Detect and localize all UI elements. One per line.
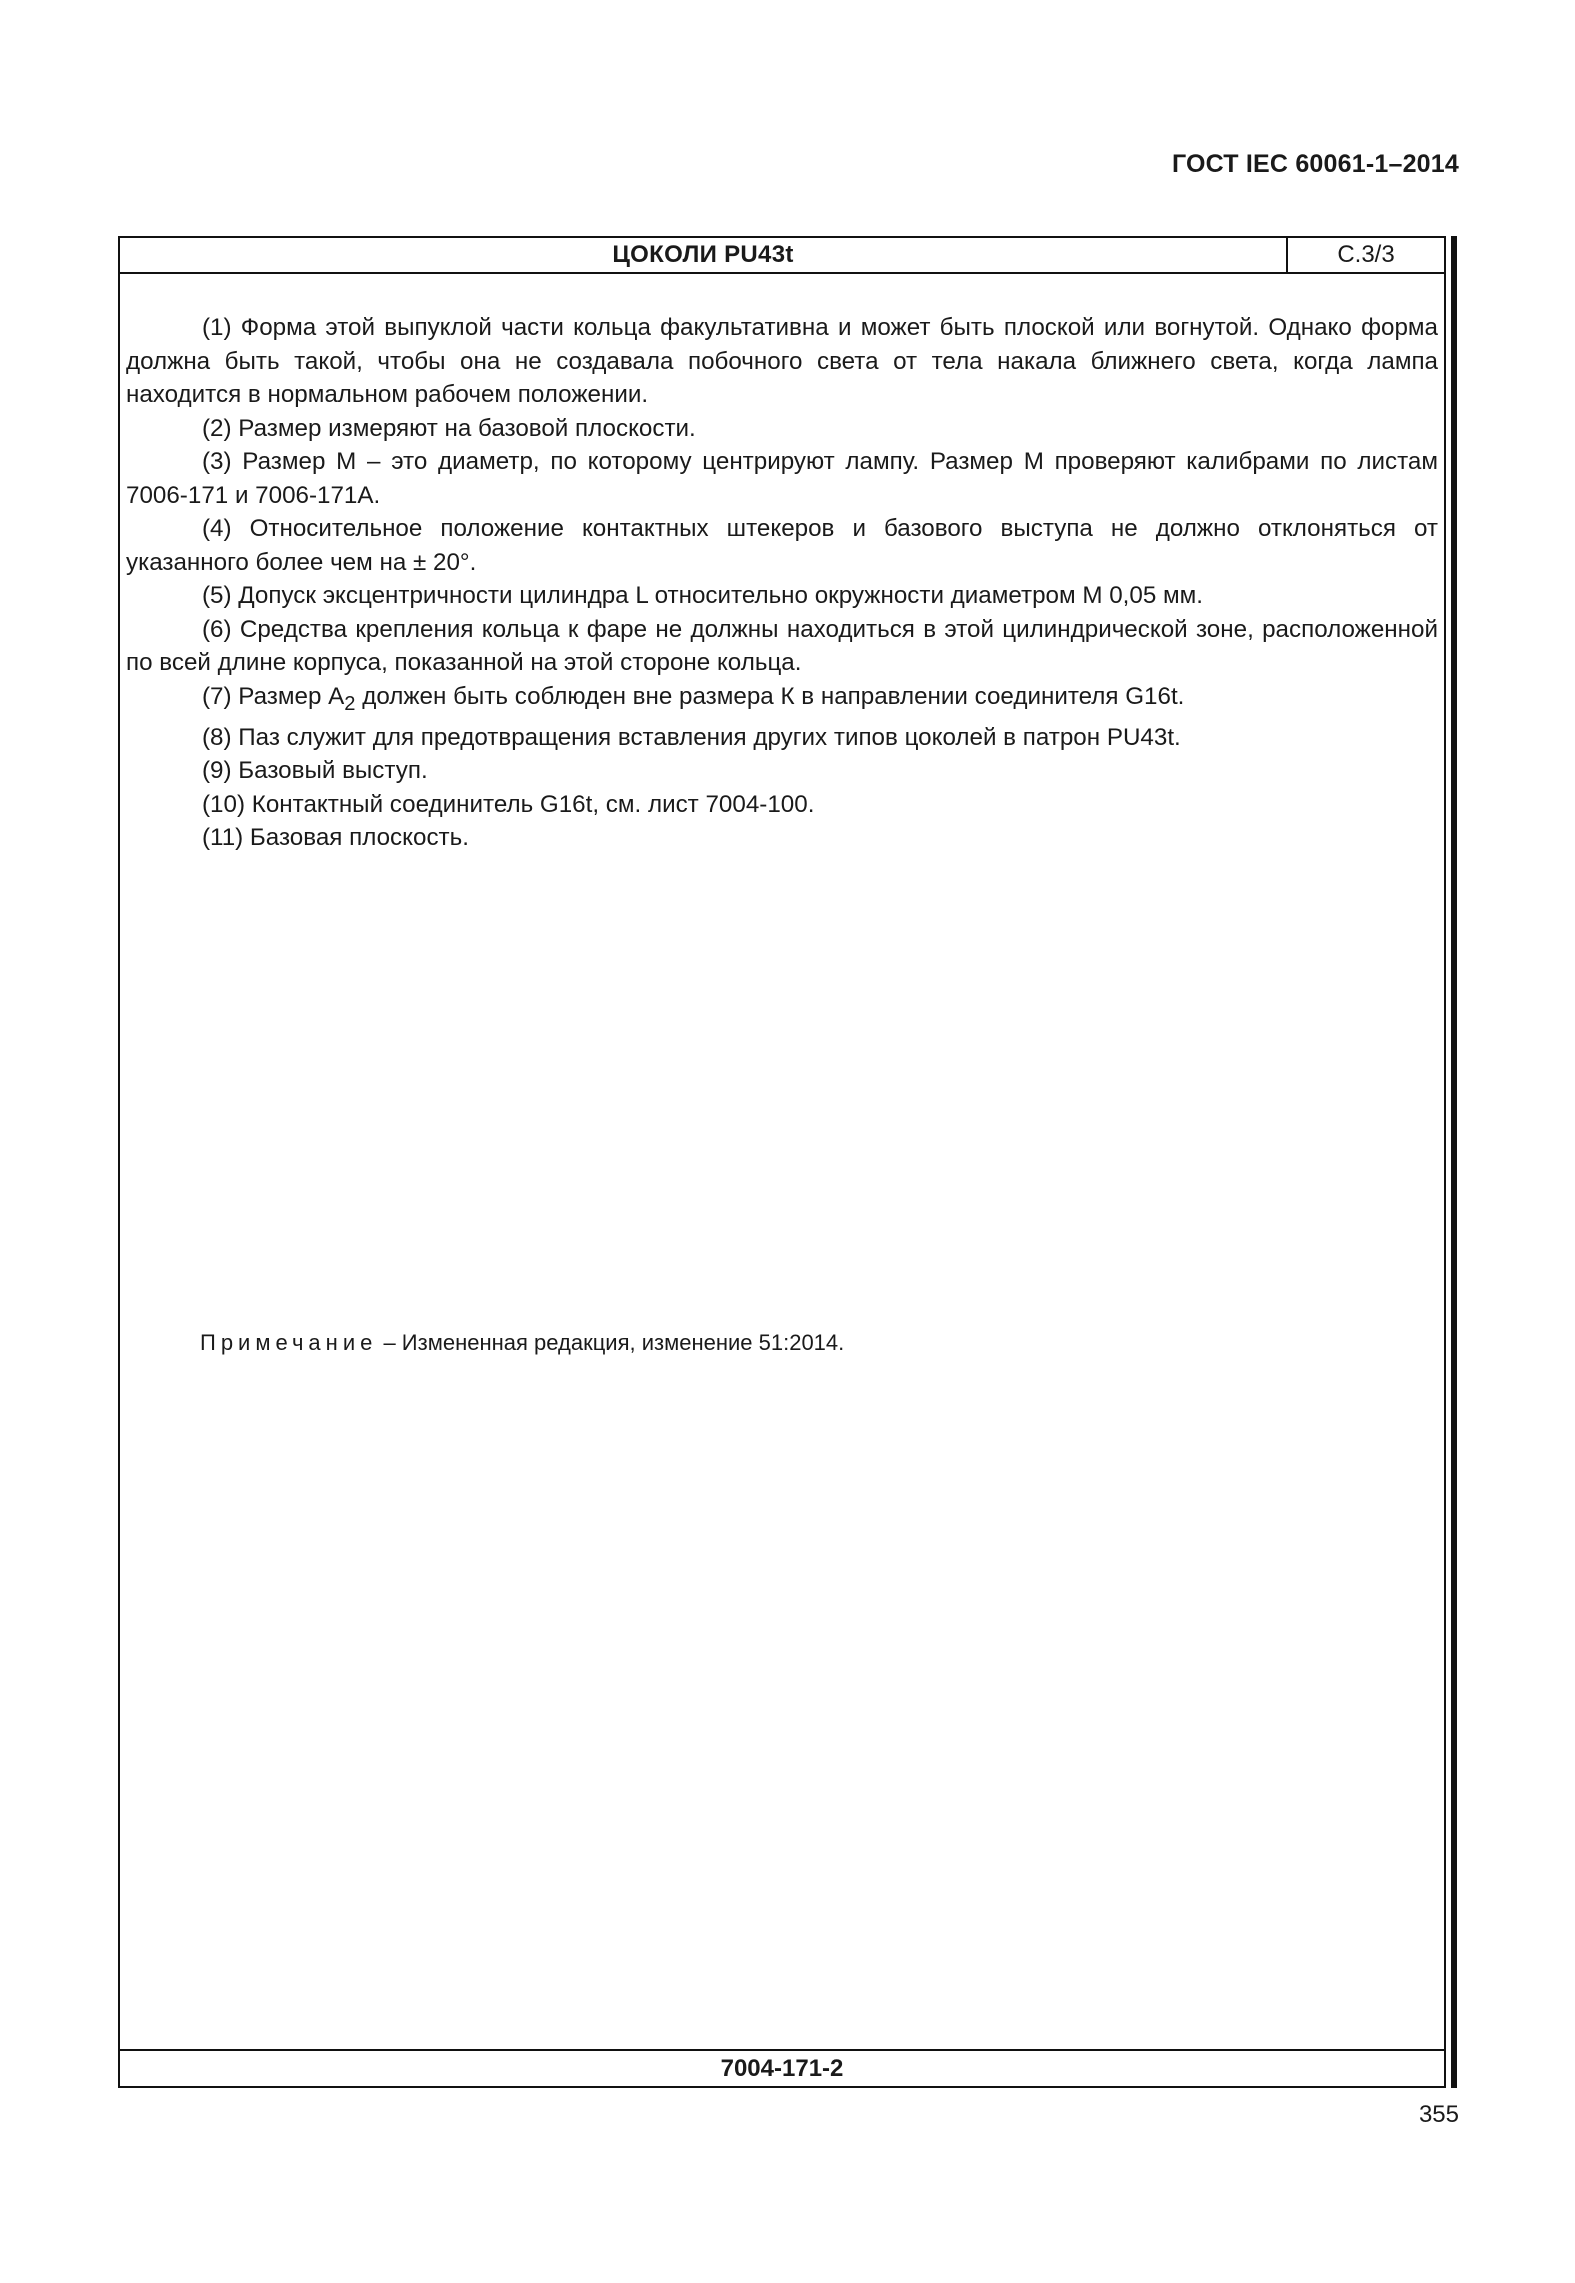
note-8: (8) Паз служит для предотвращения вставления других типов цоколей в патрон PU43t. <box>202 723 1181 751</box>
sheet-number: С.3/3 <box>1286 238 1444 272</box>
standard-sheet-frame <box>118 236 1446 2088</box>
remark <box>200 1328 844 1358</box>
note-4: (4) Относительное положение контактных штекеров и базового выступа не должно отклоняться от указанного более чем на ± 20°. <box>126 515 1438 576</box>
note-1: (1) Форма этой выпуклой части кольца факультативна и может быть плоской или вогнутой. Однако форма должна быть такой, чтобы она не создавала побочного света от тела накала ближнего света, когда лампа находится в нормальном рабочем положении. <box>126 314 1438 408</box>
remark-text: – Измененная редакция, изменение 51:2014. <box>377 1330 845 1355</box>
frame-right-border <box>1451 236 1457 2088</box>
remark-prefix: Примечание <box>200 1330 378 1355</box>
note-5: (5) Допуск эксцентричности цилиндра L относительно окружности диаметром М 0,05 мм. <box>202 582 1204 609</box>
note-7-subscript: 2 <box>344 692 356 715</box>
note-7 <box>126 680 1438 721</box>
page-number: 355 <box>1418 2101 1459 2128</box>
sheet-footer: 7004-171-2 <box>120 2049 1444 2086</box>
note-2: (2) Размер измеряют на базовой плоскости. <box>202 414 696 442</box>
sheet-title: ЦОКОЛИ PU43t <box>612 241 794 268</box>
note-6: (6) Средства крепления кольца к фаре не должны находиться в этой цилиндрической зоне, расположенной по всей длине корпуса, показанной на этой стороне кольца. <box>126 615 1438 676</box>
note-10: (10) Контактный соединитель G16t, см. лист 7004-100. <box>202 790 815 818</box>
note-11: (11) Базовая плоскость. <box>202 824 469 852</box>
note-9: (9) Базовый выступ. <box>202 757 428 785</box>
note-7-after: должен быть соблюден вне размера К в направлении соединителя G16t. <box>355 682 1185 710</box>
notes-list <box>126 311 1438 855</box>
note-7-before: (7) Размер А <box>202 682 345 710</box>
sheet-header-row <box>120 238 1444 274</box>
note-3: (3) Размер М – это диаметр, по которому центрируют лампу. Размер М проверяют калибрами по листам 7006-171 и 7006-171А. <box>126 448 1438 509</box>
document-number: ГОСТ IEC 60061-1–2014 <box>1171 150 1459 178</box>
